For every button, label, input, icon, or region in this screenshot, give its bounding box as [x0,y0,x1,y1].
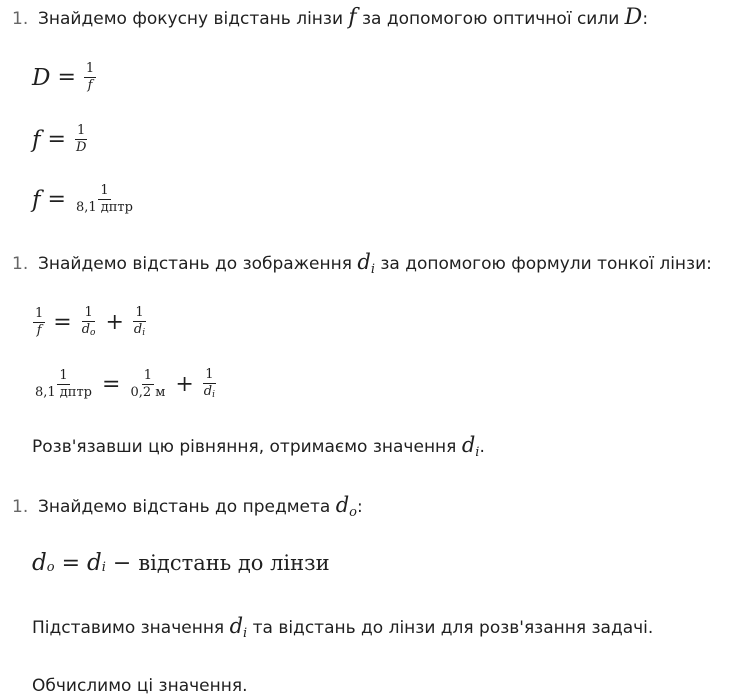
math-fraction [84,62,96,93]
math-fraction [33,307,45,338]
numerator: 1 [77,123,86,138]
denominator-var: d [133,322,143,337]
paragraph-text: та відстань до лінзи для розв'язання задачі. [252,618,654,638]
math-fraction [74,124,88,155]
step-text: за допомогою оптичної сили [361,9,620,29]
paragraph-text: Підставимо значення [32,618,225,638]
numerator: 1 [84,305,93,320]
denominator: 0,2 м [130,384,166,400]
step-1-heading [12,6,648,31]
math-var: f [32,126,41,153]
equation-thin-lens-values [32,368,218,400]
math-minus: − [112,550,132,576]
paragraph-calculate [32,674,247,698]
math-var: f [32,186,41,213]
step-colon: : [357,497,363,517]
step-colon: : [642,9,649,29]
equation-object-distance [32,550,330,576]
denominator: f [36,322,42,338]
step-3-heading [12,493,363,521]
math-equals: = [47,187,66,212]
equation-f-def [32,124,89,155]
denominator: f [87,78,93,93]
list-number: 1. [12,9,29,29]
denominator: D [75,140,87,155]
math-subscript: o [349,505,357,520]
numerator: 1 [35,305,44,321]
list-number: 1. [12,497,29,517]
math-var-f: f [348,5,357,30]
denominator-var: d [203,384,213,399]
numerator: 1 [100,183,109,198]
denominator-subscript: o [90,328,96,338]
math-var-d: d [229,614,244,638]
math-var: D [32,64,51,91]
math-fraction [132,306,147,338]
math-var-d: d [461,433,476,457]
step-text: Знайдемо фокусну відстань лінзи [38,9,344,29]
math-text: відстань до лінзи [138,551,330,575]
step-text: за допомогою формули тонкої лінзи: [380,254,712,274]
math-fraction [128,369,167,400]
denominator: 8,1 дптр [35,384,92,400]
math-plus: + [105,309,124,335]
equation-thin-lens [32,306,148,338]
math-equals: = [53,309,72,335]
math-equals: = [57,65,76,90]
numerator: 1 [205,367,214,382]
numerator: 1 [85,61,95,76]
math-equals: = [102,371,121,397]
math-fraction [80,306,98,338]
math-var: d [32,550,47,576]
numerator: 1 [143,367,153,383]
math-subscript: i [101,559,106,575]
list-number: 1. [12,254,29,274]
denominator-subscript: i [142,328,146,338]
step-text: Знайдемо відстань до зображення [38,254,352,274]
math-fraction [202,368,217,400]
math-equals: = [47,127,66,152]
math-subscript: i [475,445,480,460]
math-var: d [87,550,102,576]
math-subscript: o [46,559,55,575]
step-2-heading [12,250,712,278]
denominator-subscript: i [212,390,216,400]
paragraph-solve-di [32,433,485,461]
math-var-D: D [624,5,643,30]
equation-D-def [32,62,97,93]
equation-f-value [32,184,136,215]
numerator: 1 [59,367,68,383]
step-text: Знайдемо відстань до предмета [38,497,331,517]
paragraph-text: Обчислимо ці значення. [32,676,248,696]
math-plus: + [175,371,194,397]
denominator-var: d [81,322,91,337]
denominator [202,384,217,400]
math-equals: = [61,550,80,576]
numerator: 1 [135,305,144,320]
math-fraction [33,369,94,400]
math-subscript: i [370,262,375,277]
math-var-d: d [357,250,371,274]
math-fraction [74,184,135,215]
paragraph-text: Розв'язавши цю рівняння, отримаємо значення [32,437,457,457]
denominator [80,322,98,338]
math-subscript: i [243,626,248,641]
paragraph-period: . [479,437,485,457]
denominator: 8,1 дптр [75,200,133,215]
paragraph-substitute [32,614,653,642]
math-var-d: d [335,493,350,517]
denominator [132,322,147,338]
